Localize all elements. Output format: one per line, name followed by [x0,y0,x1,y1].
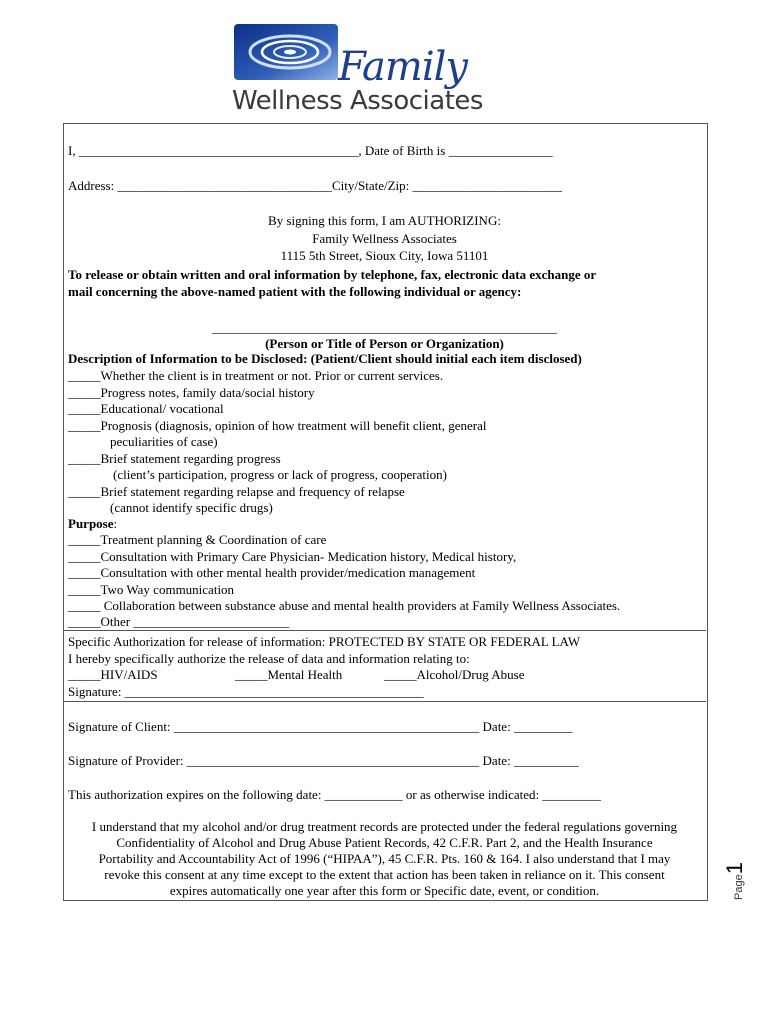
description-item[interactable]: _____Whether the client is in treatment or not. Prior or current services. [68,368,444,383]
purpose-item[interactable]: _____Treatment planning & Coordination of care [68,532,327,547]
page-number-label [722,860,748,900]
address-line[interactable]: Address: _________________________________City/State/Zip: _______________________ [68,178,562,193]
expiration-line[interactable]: This authorization expires on the following date: ____________ or as otherwise indicated: _________ [68,787,601,802]
authorizing-heading: By signing this form, I am AUTHORIZING: [268,213,501,228]
notice-line: Confidentiality of Alcohol and Drug Abuse Patient Records, 42 C.F.R. Part 2, and the Health Insurance [116,835,653,850]
specific-authorization-text: I hereby specifically authorize the release of data and information relating to: [68,651,470,666]
release-statement-1: To release or obtain written and oral information by telephone, fax, electronic data exchange or [68,267,597,282]
purpose-item[interactable]: _____Consultation with Primary Care Physician- Medication history, Medical history, [68,549,517,564]
description-item[interactable]: _____Progress notes, family data/social history [68,385,315,400]
client-signature-line[interactable]: Signature of Client: _______________________________________________ Date: _________ [68,719,573,734]
logo [230,22,483,120]
specific-signature-line[interactable]: Signature: ______________________________________________ [68,684,424,699]
description-item[interactable]: _____Brief statement regarding progress [68,451,281,466]
purpose-item-other[interactable]: _____Other ________________________ [68,614,290,629]
notice-line: expires automatically one year after this form or Specific date, event, or condition. [169,883,600,898]
logo-family-text: Family [338,44,467,90]
notice-line: revoke this consent at any time except to the extent that action has been taken in reliance on it. This consent [104,867,665,882]
description-item[interactable]: _____Brief statement regarding relapse and frequency of relapse [68,484,405,499]
notice-line: I understand that my alcohol and/or drug treatment records are protected under the federal regulations governing [91,819,678,834]
description-item[interactable]: _____Educational/ vocational [68,401,224,416]
notice-line: Portability and Accountability Act of 1996 (“HIPAA”), 45 C.F.R. Pts. 160 & 164. I also understand that I may [98,851,671,866]
option-mental-health[interactable]: _____Mental Health [235,667,343,682]
name-dob-line[interactable]: I, ___________________________________________, Date of Birth is ________________ [68,143,553,158]
description-item-continued: (cannot identify specific drugs) [110,500,273,515]
org-address: 1115 5th Street, Sioux City, Iowa 51101 [280,248,489,263]
page-number: 1 [722,862,747,875]
purpose-item[interactable]: _____Two Way communication [68,582,235,597]
purpose-heading-colon: : [113,516,118,531]
recipient-field[interactable]: _____________________________________________________ [212,320,557,335]
water-ripple-icon [230,22,340,82]
option-alcohol-drug-abuse[interactable]: _____Alcohol/Drug Abuse [384,667,525,682]
release-statement-2: mail concerning the above-named patient with the following individual or agency: [68,284,522,299]
description-item-continued: peculiarities of case) [110,434,218,449]
recipient-label: (Person or Title of Person or Organization) [265,336,504,351]
description-item[interactable]: _____Prognosis (diagnosis, opinion of how treatment will benefit client, general [68,418,487,433]
description-item-continued: (client’s participation, progress or lack of progress, cooperation) [113,467,447,482]
description-heading: Description of Information to be Disclosed: (Patient/Client should initial each item disclosed) [68,351,582,366]
logo-wellness-associates-text: Wellness Associates [232,86,483,116]
org-name: Family Wellness Associates [312,231,457,246]
purpose-heading-label: Purpose [68,516,114,531]
purpose-heading [68,516,117,532]
specific-authorization-heading: Specific Authorization for release of information: PROTECTED BY STATE OR FEDERAL LAW [68,634,581,649]
provider-signature-line[interactable]: Signature of Provider: _____________________________________________ Date: __________ [68,753,579,768]
option-hiv-aids[interactable]: _____HIV/AIDS [68,667,158,682]
purpose-item[interactable]: _____ Collaboration between substance abuse and mental health providers at Family Wellness Associates. [68,598,621,613]
purpose-item[interactable]: _____Consultation with other mental health provider/medication management [68,565,476,580]
page-word: Page [733,874,745,900]
